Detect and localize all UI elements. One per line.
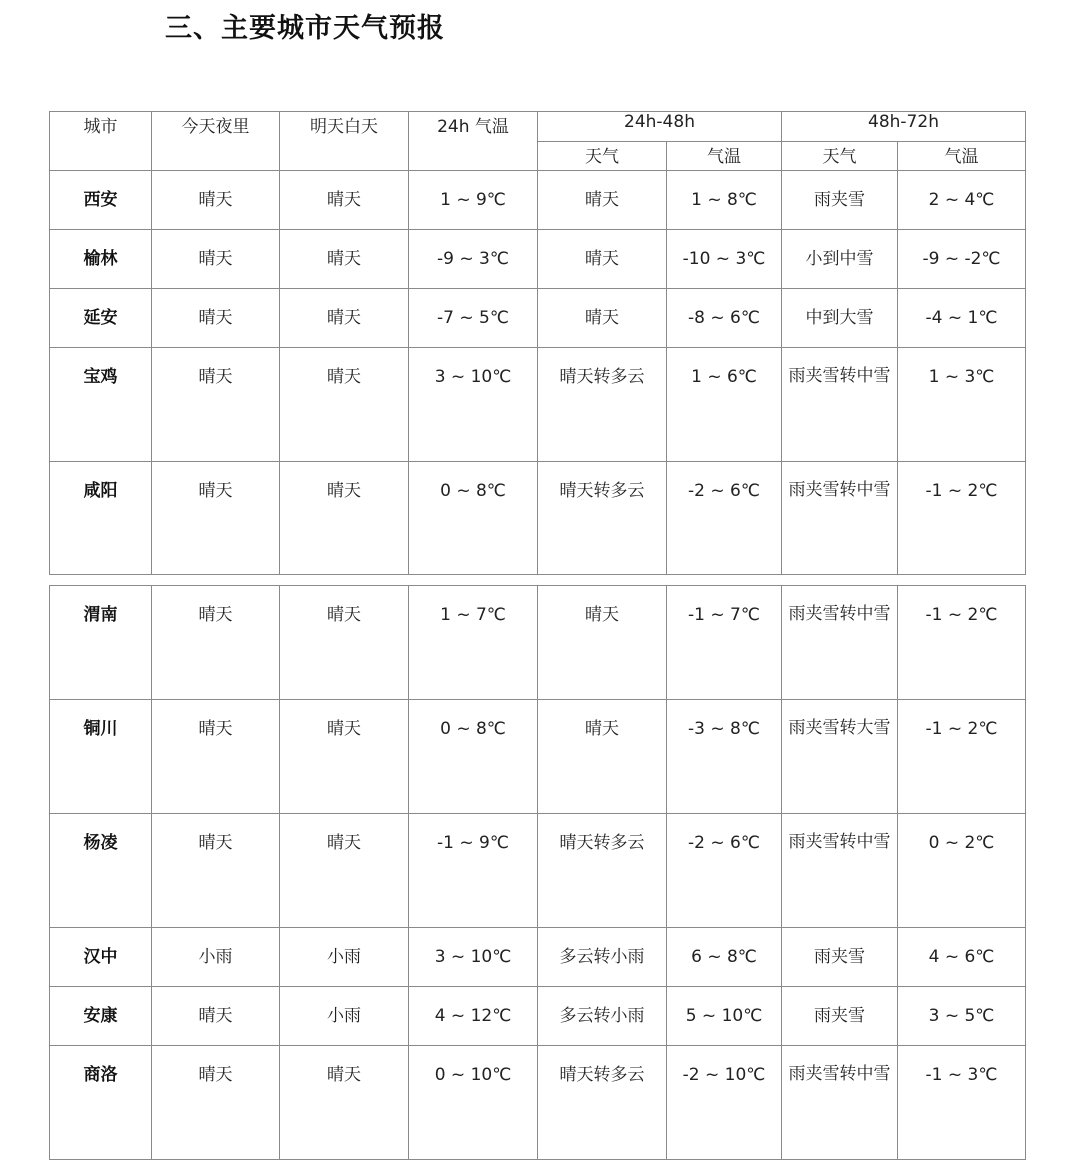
city-name: 汉中	[83, 947, 118, 967]
weather-48-72h: 雨夹雪	[814, 190, 865, 210]
tomorrow-day-weather: 晴天	[327, 719, 361, 739]
tonight-weather: 晴天	[198, 481, 233, 501]
temp-48-72h: -9 ~ -2℃	[922, 249, 1001, 269]
weather-48-72h: 雨夹雪转中雪	[788, 480, 891, 500]
temp-24-48h: 6 ~ 8℃	[691, 947, 757, 967]
temp-24h: -9 ~ 3℃	[437, 249, 509, 269]
temp-24h: 0 ~ 8℃	[440, 481, 506, 501]
weather-24-48h: 晴天转多云	[559, 1065, 645, 1085]
temp-24-48h: -2 ~ 6℃	[688, 833, 760, 853]
city-name: 咸阳	[83, 481, 118, 501]
page-title: 三、主要城市天气预报	[165, 13, 445, 44]
weather-24-48h: 晴天	[585, 308, 619, 328]
tonight-weather: 晴天	[198, 605, 233, 625]
temp-48-72h: 4 ~ 6℃	[928, 947, 995, 967]
table-row	[50, 700, 1026, 814]
temp-24h: 3 ~ 10℃	[434, 947, 512, 967]
temp-24h: 1 ~ 7℃	[440, 605, 506, 625]
temp-24-48h: -10 ~ 3℃	[682, 249, 766, 269]
tonight-weather: 晴天	[198, 190, 233, 210]
table-row	[50, 814, 1026, 928]
weather-48-72h: 雨夹雪转中雪	[788, 1064, 891, 1084]
temp-48-72h: -1 ~ 2℃	[925, 481, 998, 501]
tonight-weather: 晴天	[198, 249, 233, 269]
weather-48-72h: 雨夹雪转中雪	[788, 832, 891, 852]
city-name: 渭南	[83, 605, 118, 625]
tonight-weather: 小雨	[198, 947, 233, 967]
forecast-table-part-1	[49, 111, 1026, 575]
weather-48-72h: 雨夹雪转中雪	[788, 366, 891, 386]
weather-24-48h: 晴天转多云	[559, 833, 645, 853]
temp-48-72h: -1 ~ 3℃	[925, 1065, 998, 1085]
weather-24-48h: 晴天转多云	[559, 481, 645, 501]
tomorrow-day-weather: 晴天	[327, 605, 361, 625]
city-name: 榆林	[83, 249, 118, 269]
tomorrow-day-weather: 晴天	[327, 481, 361, 501]
table-row	[50, 586, 1026, 700]
table-row	[50, 987, 1026, 1046]
temp-24h: -7 ~ 5℃	[437, 308, 509, 328]
temp-24-48h: -2 ~ 10℃	[682, 1065, 766, 1085]
header-48-72-weather: 天气	[782, 142, 898, 171]
header-24-48-weather: 天气	[538, 142, 667, 171]
table-row	[50, 1046, 1026, 1160]
weather-48-72h: 雨夹雪转中雪	[788, 604, 891, 624]
tomorrow-day-weather: 晴天	[327, 190, 361, 210]
temp-24h: -1 ~ 9℃	[437, 833, 509, 853]
temp-24h: 4 ~ 12℃	[434, 1006, 512, 1026]
table-row	[50, 462, 1026, 575]
header-24-48h: 24h-48h	[538, 112, 782, 142]
table-row	[50, 289, 1026, 348]
tonight-weather: 晴天	[198, 367, 233, 387]
temp-24h: 1 ~ 9℃	[440, 190, 506, 210]
header-48-72-temp: 气温	[898, 142, 1026, 171]
temp-48-72h: -1 ~ 2℃	[925, 719, 998, 739]
header-temp-24h: 24h 气温	[409, 112, 538, 171]
forecast-table-part-2	[49, 585, 1026, 1160]
city-name: 铜川	[83, 719, 118, 739]
weather-24-48h: 晴天	[585, 249, 619, 269]
weather-48-72h: 雨夹雪	[814, 947, 865, 967]
header-city: 城市	[50, 112, 152, 171]
tonight-weather: 晴天	[198, 719, 233, 739]
tomorrow-day-weather: 晴天	[327, 249, 361, 269]
weather-24-48h: 晴天	[585, 719, 619, 739]
temp-48-72h: 1 ~ 3℃	[928, 367, 995, 387]
table-row	[50, 230, 1026, 289]
tomorrow-day-weather: 小雨	[327, 947, 361, 967]
temp-24-48h: 5 ~ 10℃	[685, 1006, 763, 1026]
temp-24-48h: 1 ~ 6℃	[691, 367, 757, 387]
table-row	[50, 348, 1026, 462]
table-row	[50, 928, 1026, 987]
weather-24-48h: 多云转小雨	[559, 1006, 645, 1026]
city-name: 宝鸡	[83, 367, 118, 387]
weather-24-48h: 晴天	[585, 190, 619, 210]
header-tomorrow-day: 明天白天	[280, 112, 409, 171]
city-name: 安康	[83, 1006, 118, 1026]
tonight-weather: 晴天	[198, 308, 233, 328]
temp-24-48h: -8 ~ 6℃	[688, 308, 760, 328]
tonight-weather: 晴天	[198, 1065, 233, 1085]
tomorrow-day-weather: 晴天	[327, 308, 361, 328]
tonight-weather: 晴天	[198, 1006, 233, 1026]
city-name: 延安	[83, 308, 118, 328]
temp-48-72h: -4 ~ 1℃	[925, 308, 998, 328]
temp-48-72h: 2 ~ 4℃	[928, 190, 995, 210]
tomorrow-day-weather: 晴天	[327, 1065, 361, 1085]
tomorrow-day-weather: 晴天	[327, 833, 361, 853]
temp-24-48h: -2 ~ 6℃	[688, 481, 760, 501]
tomorrow-day-weather: 小雨	[327, 1006, 361, 1026]
weather-24-48h: 晴天	[585, 605, 619, 625]
temp-48-72h: 3 ~ 5℃	[928, 1006, 995, 1026]
tonight-weather: 晴天	[198, 833, 233, 853]
weather-48-72h: 中到大雪	[805, 308, 874, 328]
weather-48-72h: 雨夹雪转大雪	[788, 718, 891, 738]
temp-48-72h: -1 ~ 2℃	[925, 605, 998, 625]
city-name: 西安	[83, 190, 118, 210]
city-name: 杨凌	[83, 833, 118, 853]
header-24-48-temp: 气温	[667, 142, 782, 171]
temp-24-48h: -1 ~ 7℃	[688, 605, 760, 625]
weather-24-48h: 晴天转多云	[559, 367, 645, 387]
temp-24h: 0 ~ 8℃	[440, 719, 506, 739]
temp-48-72h: 0 ~ 2℃	[928, 833, 995, 853]
temp-24h: 3 ~ 10℃	[434, 367, 512, 387]
weather-24-48h: 多云转小雨	[559, 947, 645, 967]
header-48-72h: 48h-72h	[782, 112, 1026, 142]
weather-48-72h: 雨夹雪	[814, 1006, 865, 1026]
temp-24h: 0 ~ 10℃	[434, 1065, 512, 1085]
table-row	[50, 171, 1026, 230]
temp-24-48h: 1 ~ 8℃	[691, 190, 757, 210]
tomorrow-day-weather: 晴天	[327, 367, 361, 387]
header-tonight: 今天夜里	[152, 112, 280, 171]
weather-48-72h: 小到中雪	[805, 249, 874, 269]
city-name: 商洛	[83, 1065, 118, 1085]
temp-24-48h: -3 ~ 8℃	[688, 719, 760, 739]
